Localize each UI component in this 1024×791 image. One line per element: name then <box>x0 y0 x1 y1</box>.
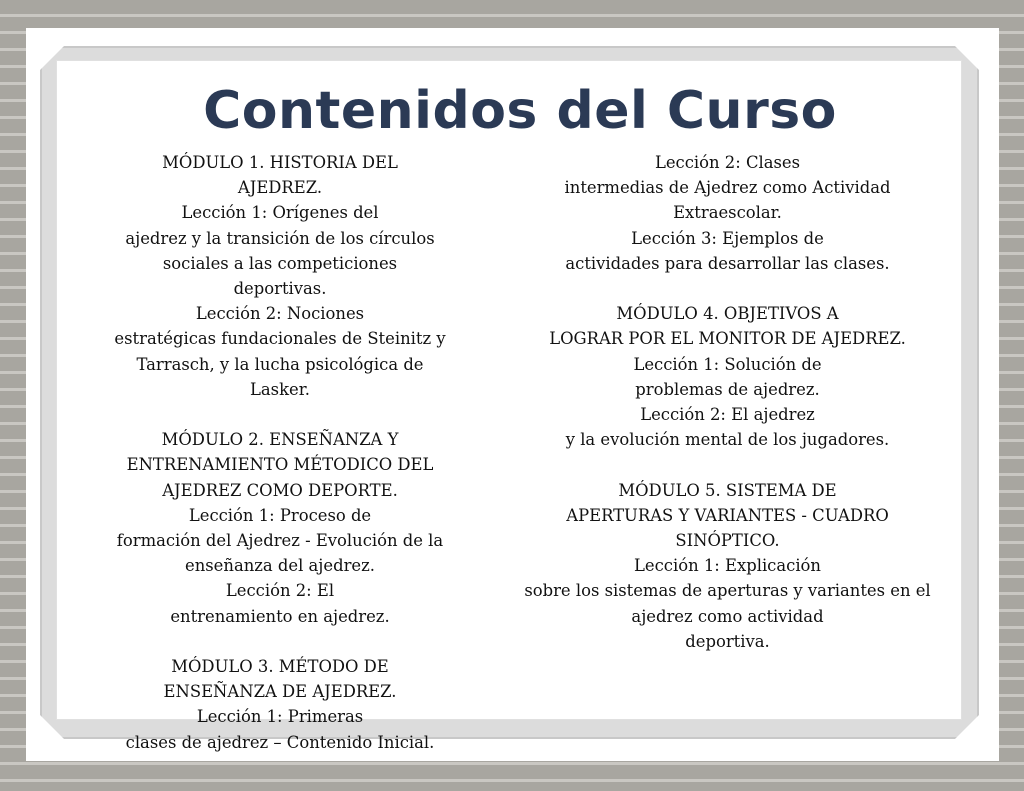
module-text-line: estratégicas fundacionales de Steinitz y <box>114 329 446 349</box>
module-text-line: Lección 2: El <box>225 581 335 601</box>
module-text-line: enseñanza del ajedrez. <box>185 556 375 576</box>
module-text-line: Lección 2: El ajedrez <box>640 405 815 425</box>
frame-corner-top-right <box>955 46 979 70</box>
module-heading-line: MÓDULO 4. OBJETIVOS A <box>616 304 839 324</box>
right-column <box>505 150 950 679</box>
frame-corner-bottom-left <box>40 715 64 739</box>
module-text-line: sociales a las competiciones <box>162 253 398 273</box>
module-text-line: entrenamiento en ajedrez. <box>170 606 390 626</box>
module-text-line: Lección 1: Primeras <box>196 707 364 727</box>
frame-corner-bottom-right <box>955 715 979 739</box>
module-heading-line: MÓDULO 5. SISTEMA DE <box>618 480 837 500</box>
module-heading-line: MÓDULO 2. ENSEÑANZA Y <box>161 430 399 450</box>
module-text-line: intermedias de Ajedrez como Actividad <box>564 178 891 198</box>
module-block <box>90 654 470 755</box>
module-text-line: Lección 1: Proceso de <box>188 505 372 525</box>
module-text-line: Lección 3: Ejemplos de <box>631 228 824 248</box>
module-text-line: LOGRAR POR EL MONITOR DE AJEDREZ. <box>549 329 906 349</box>
module-heading-line: Lección 2: Clases <box>654 153 801 172</box>
module-text-line: Lección 1: Explicación <box>634 556 821 576</box>
module-text-line: formación del Ajedrez - Evolución de la <box>116 531 444 551</box>
module-text-line: problemas de ajedrez. <box>635 379 820 399</box>
module-text-line: Lección 2: Nociones <box>195 304 365 324</box>
module-text-line: SINÓPTICO. <box>675 531 780 551</box>
module-block <box>90 150 470 402</box>
module-text-line: APERTURAS Y VARIANTES - CUADRO <box>566 505 889 525</box>
module-text-line: ENSEÑANZA DE AJEDREZ. <box>163 682 397 702</box>
page-title: Contenidos del Curso <box>203 81 837 141</box>
frame-corner-top-left <box>40 46 64 70</box>
left-column <box>90 150 470 780</box>
module-text-line: deportivas. <box>233 279 327 299</box>
module-text-line: Tarrasch, y la lucha psicológica de <box>136 354 424 374</box>
module-text-line: ajedrez y la transición de los círculos <box>125 228 435 248</box>
module-text-line: deportiva. <box>685 631 770 651</box>
module-block <box>505 301 950 452</box>
module-text-line: clases de ajedrez – Contenido Inicial. <box>125 732 435 752</box>
module-text-line: ajedrez como actividad <box>631 606 824 626</box>
module-text-line: Extraescolar. <box>673 203 782 223</box>
module-heading-line: MÓDULO 1. HISTORIA DEL <box>162 153 398 172</box>
module-text-line: y la evolución mental de los jugadores. <box>565 430 890 450</box>
module-block <box>505 150 950 276</box>
module-text-line: Lasker. <box>250 379 310 399</box>
module-text-line: actividades para desarrollar las clases. <box>565 253 890 273</box>
module-text-line: AJEDREZ COMO DEPORTE. <box>162 480 398 500</box>
module-heading-line: MÓDULO 3. MÉTODO DE <box>171 657 389 677</box>
module-text-line: sobre los sistemas de aperturas y variantes en el <box>524 581 931 601</box>
module-text-line: AJEDREZ. <box>237 178 323 198</box>
module-block <box>505 478 950 654</box>
module-text-line: Lección 1: Orígenes del <box>181 203 379 223</box>
module-block <box>90 427 470 629</box>
module-text-line: ENTRENAMIENTO MÉTODICO DEL <box>126 455 434 475</box>
module-text-line: Lección 1: Solución de <box>633 354 822 374</box>
